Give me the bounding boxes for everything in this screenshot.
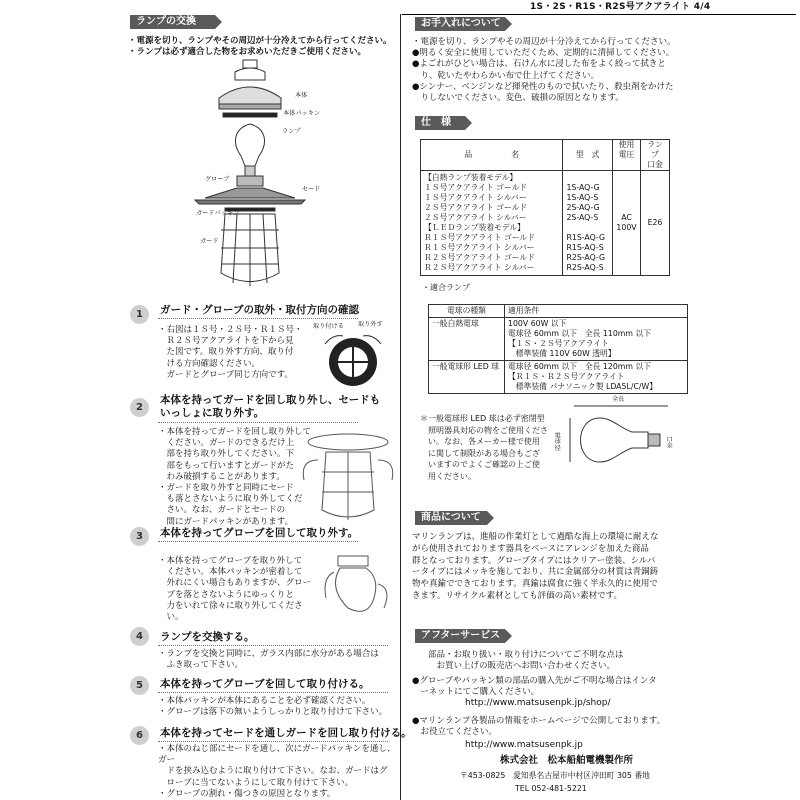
spec-table xyxy=(420,139,670,276)
step-2-title: 本体を持ってガードを回し取り外し、セードも いっしょに取り外す。 xyxy=(160,394,381,419)
spec-header-voltage: 使用 電圧 xyxy=(612,140,640,171)
lamp-bulb xyxy=(235,124,264,166)
step-4-rule xyxy=(158,645,388,646)
group2-name-2: Ｒ２Ｓ号アクアライト ゴールド xyxy=(424,253,536,262)
step-5-number: 5 xyxy=(130,676,149,695)
step-6-number: 6 xyxy=(130,726,149,745)
step-2-body: ・本体を持ってガードを回し取り外して ください。ガードのできるだけ上 部を持ち取り外してください。下 部をもって行いますとガードがた わみ破損することがあります。 ・ガードを取り外すと同時にセード も落とさないように取り外してくだ さい。なお、ガードとセードの 間にガードパッキンがあります。 xyxy=(158,427,312,527)
group1-model-2: 2S-AQ-G xyxy=(566,203,600,212)
compatible-heading: ・適合ランプ xyxy=(422,283,470,292)
step-1-body: ・右図は１Ｓ号・２Ｓ号・Ｒ１Ｓ号・ Ｒ２Ｓ号アクアライトを下から見 た図です。取り外す方向、取り付 ける方向確認ください。 ガードとグローブ同じ方向です。 xyxy=(158,325,303,380)
group1-name-2: ２Ｓ号アクアライト ゴールド xyxy=(424,203,528,212)
group2-model-3: R2S-AQ-S xyxy=(566,263,604,272)
after-body: 部品・お取り扱い・取り付けについてご不明な点は お買い上げの販売店へお問い合わせください。 xyxy=(428,650,624,672)
step-6-body: ・本体のねじ部にセードを通し、次にガードパッキンを通し、ガー ドを挟み込むように取り付けて下さい。なお、ガードはグ ローブに当てないようにして取り付けて下さい。 ・グローブの割れ・傷つきの原因となります。 xyxy=(158,744,396,799)
group1-name-0: １Ｓ号アクアライト ゴールド xyxy=(424,183,528,192)
section-heading-spec: 仕 様 xyxy=(415,116,465,130)
homepage-url-link[interactable]: http://www.matsusenpk.jp xyxy=(465,740,583,750)
lamp-header-cond: 適用条件 xyxy=(505,305,688,318)
section-heading-lamp-change: ランプの交換 xyxy=(130,15,215,29)
section-heading-care: お手入れについて xyxy=(415,17,505,31)
label-body: 本体 xyxy=(295,92,308,99)
bulb-base-label: 口金 xyxy=(665,436,673,449)
label-guard-packing: ガードパッキン xyxy=(196,210,240,217)
step-6-rule xyxy=(158,741,388,742)
guard-bottom-view-figure xyxy=(313,330,393,390)
page-header-title: 1S・2S・R1S・R2S号アクアライト 4/4 xyxy=(530,2,711,12)
section-heading-product: 商品について xyxy=(415,511,487,525)
lamp-header-type: 電球の種類 xyxy=(429,305,505,318)
bulb-dimension-figure xyxy=(560,398,680,478)
led-note: ＊一般電球形 LED 球は必ず密閉型 照明器具対応の物をご使用くださ い。なお、各メーカー様で使用 に関して制限がある場合もござ いますのでよくご確認の上ご使 用ください。 xyxy=(420,414,548,481)
group2-model-1: R1S-AQ-S xyxy=(566,243,604,252)
group2-model-2: R2S-AQ-G xyxy=(566,253,606,262)
step-1-title: ガード・グローブの取外・取付方向の確認 xyxy=(160,304,359,316)
fig-attach-label: 取り付ける xyxy=(313,323,344,330)
spec-header-name: 品 名 xyxy=(421,140,563,171)
compatible-lamp-table xyxy=(428,304,688,394)
spec-header-base: ランプ 口金 xyxy=(641,140,670,171)
lamp-row-1-cond: 電球径 60mm 以下 全長 120mm 以下 【Ｒ１Ｓ・Ｒ２Ｓ号アクアライト 標準装備 パナソニック製 LDA5L/C/W】 xyxy=(505,361,688,394)
step-6-title: 本体を持ってセードを通しガードを回し取り付ける。 xyxy=(160,727,412,739)
body-top xyxy=(235,68,265,80)
group1-title: 【白熱ランプ装着モデル】 xyxy=(424,173,518,182)
group1-name-1: １Ｓ号アクアライト シルバー xyxy=(424,193,527,202)
group2-title: 【ＬＥＤランプ装着モデル】 xyxy=(424,223,525,232)
group2-name-1: Ｒ１Ｓ号アクアライト シルバー xyxy=(424,243,535,252)
remove-globe-figure xyxy=(318,548,398,628)
fig-detach-label: 取り外す xyxy=(358,321,383,328)
group2-name-0: Ｒ１Ｓ号アクアライト ゴールド xyxy=(424,233,536,242)
lamp-row-0-cond: 100V 60W 以下 電球径 60mm 以下 全長 110mm 以下 【１Ｓ・２Ｓ号アクアライト 標準装備 110V 60W 透明】 xyxy=(505,318,688,361)
step-4-title: ランプを交換する。 xyxy=(160,631,255,643)
lamp-change-notes: ・電源を切り、ランプやその周辺が十分冷えてから行ってください。 ・ランプは必ず適合した物をお求めいただきご使用ください。 xyxy=(128,36,392,58)
care-notes: ・電源を切り、ランプやその周辺が十分冷えてから行ってください。 ●明るく安全に使用していただくため、定期的に清掃してください。 ●よごれがひどい場合は、石けん水に浸した布をよく絞って拭きと り、乾いたやわらかい布で仕上げてください。 ●シンナー、ベンジンなど揮発性のもので拭いたり、殺虫剤をかけた りしないでください。変色、破損の原因となります。 xyxy=(412,37,676,104)
step-5-rule xyxy=(158,692,388,693)
step-3-rule xyxy=(158,541,358,542)
remove-guard-figure xyxy=(298,420,398,530)
group1-model-3: 2S-AQ-S xyxy=(566,213,599,222)
group2-name-3: Ｒ２Ｓ号アクアライト シルバー xyxy=(424,263,535,272)
company-tel: TEL 052-481-5221 xyxy=(515,784,587,793)
step-4-body: ・ランプを交換と同時に、ガラス内部に水分がある場合は ふき取って下さい。 xyxy=(158,649,379,671)
group1-name-3: ２Ｓ号アクアライト シルバー xyxy=(424,213,527,222)
shade xyxy=(205,188,295,198)
after-body3: ●マリンランプ各製品の情報をホームページで公開しております。 お役立てください。 xyxy=(412,716,666,738)
spec-voltage-cell: AC 100V xyxy=(612,171,640,276)
lamp-row-0-type: 一般白熱電球 xyxy=(429,318,505,361)
step-4-number: 4 xyxy=(130,627,149,646)
group1-model-0: 1S-AQ-G xyxy=(566,183,600,192)
product-body: マリンランプは、進船の作業灯として過酷な海上の環境に耐えな がら使用されております器具をベースにアレンジを加えた商品 群となっております。グローブタイプにはクリアー塗装、シルバ ータイプにはメッキを施しており、共に金属部分の材質は青銅鋳 物や真鍮でできております。真鍮は腐食に強く半永久的に使用で きます。リサイクル素材としても評価の高い素材です。 xyxy=(412,532,659,601)
company-name: 株式会社 松本船舶電機製作所 xyxy=(500,755,634,766)
globe-neck xyxy=(237,176,263,186)
step-1-number: 1 xyxy=(130,305,149,324)
step-1-rule xyxy=(158,318,358,319)
page-header-rule xyxy=(402,14,796,15)
group2-model-0: R1S-AQ-G xyxy=(566,233,606,242)
spec-base-cell: E26 xyxy=(641,171,670,276)
bulb-length-label: 全長 xyxy=(612,396,625,403)
body-dome xyxy=(219,87,281,104)
label-guard: ガード xyxy=(200,238,219,245)
label-lamp: ランプ xyxy=(282,128,301,135)
section-heading-after: アフターサービス xyxy=(415,629,505,643)
mount-bracket xyxy=(243,60,257,68)
company-address: 〒453-0825 愛知県名古屋市中村区沖田町 305 番地 xyxy=(460,771,650,780)
spec-models-cell xyxy=(563,171,613,276)
group1-model-1: 1S-AQ-S xyxy=(566,193,599,202)
spec-names-cell xyxy=(421,171,563,276)
column-divider xyxy=(400,14,401,800)
step-2-number: 2 xyxy=(130,398,149,417)
shop-url-link[interactable]: http://www.matsusenpk.jp/shop/ xyxy=(465,698,611,708)
lamp-row-1-type: 一般電球形 LED 球 xyxy=(429,361,505,394)
step-5-title: 本体を持ってグローブを回して取り付ける。 xyxy=(160,678,370,690)
body-packing xyxy=(223,113,277,117)
step-3-body: ・本体を持ってグローブを取り外して ください。本体パッキンが密着して 外れにくい場合もありますが、グロー ブを落とさないようにゆっくりと 力をいれて徐々に取り外してくださ い。 xyxy=(158,556,312,623)
spec-header-model: 型 式 xyxy=(563,140,613,171)
after-body2: ●グローブやパッキン類の部品の購入先がご不明な場合はインタ ーネットにてご購入ください。 xyxy=(412,676,657,698)
bulb-diameter-label: 電球径 xyxy=(553,432,561,451)
step-3-number: 3 xyxy=(130,527,149,546)
step-3-title: 本体を持ってグローブを回して取り外す。 xyxy=(160,527,359,539)
label-shade: セード xyxy=(302,186,321,193)
label-globe: グローブ xyxy=(205,176,230,183)
step-5-body: ・本体パッキンが本体にあることを必ず確認ください。 ・グローブは落下の無いようしっかりと取り付けて下さい。 xyxy=(158,696,388,718)
label-packing: 本体パッキン xyxy=(283,110,321,117)
